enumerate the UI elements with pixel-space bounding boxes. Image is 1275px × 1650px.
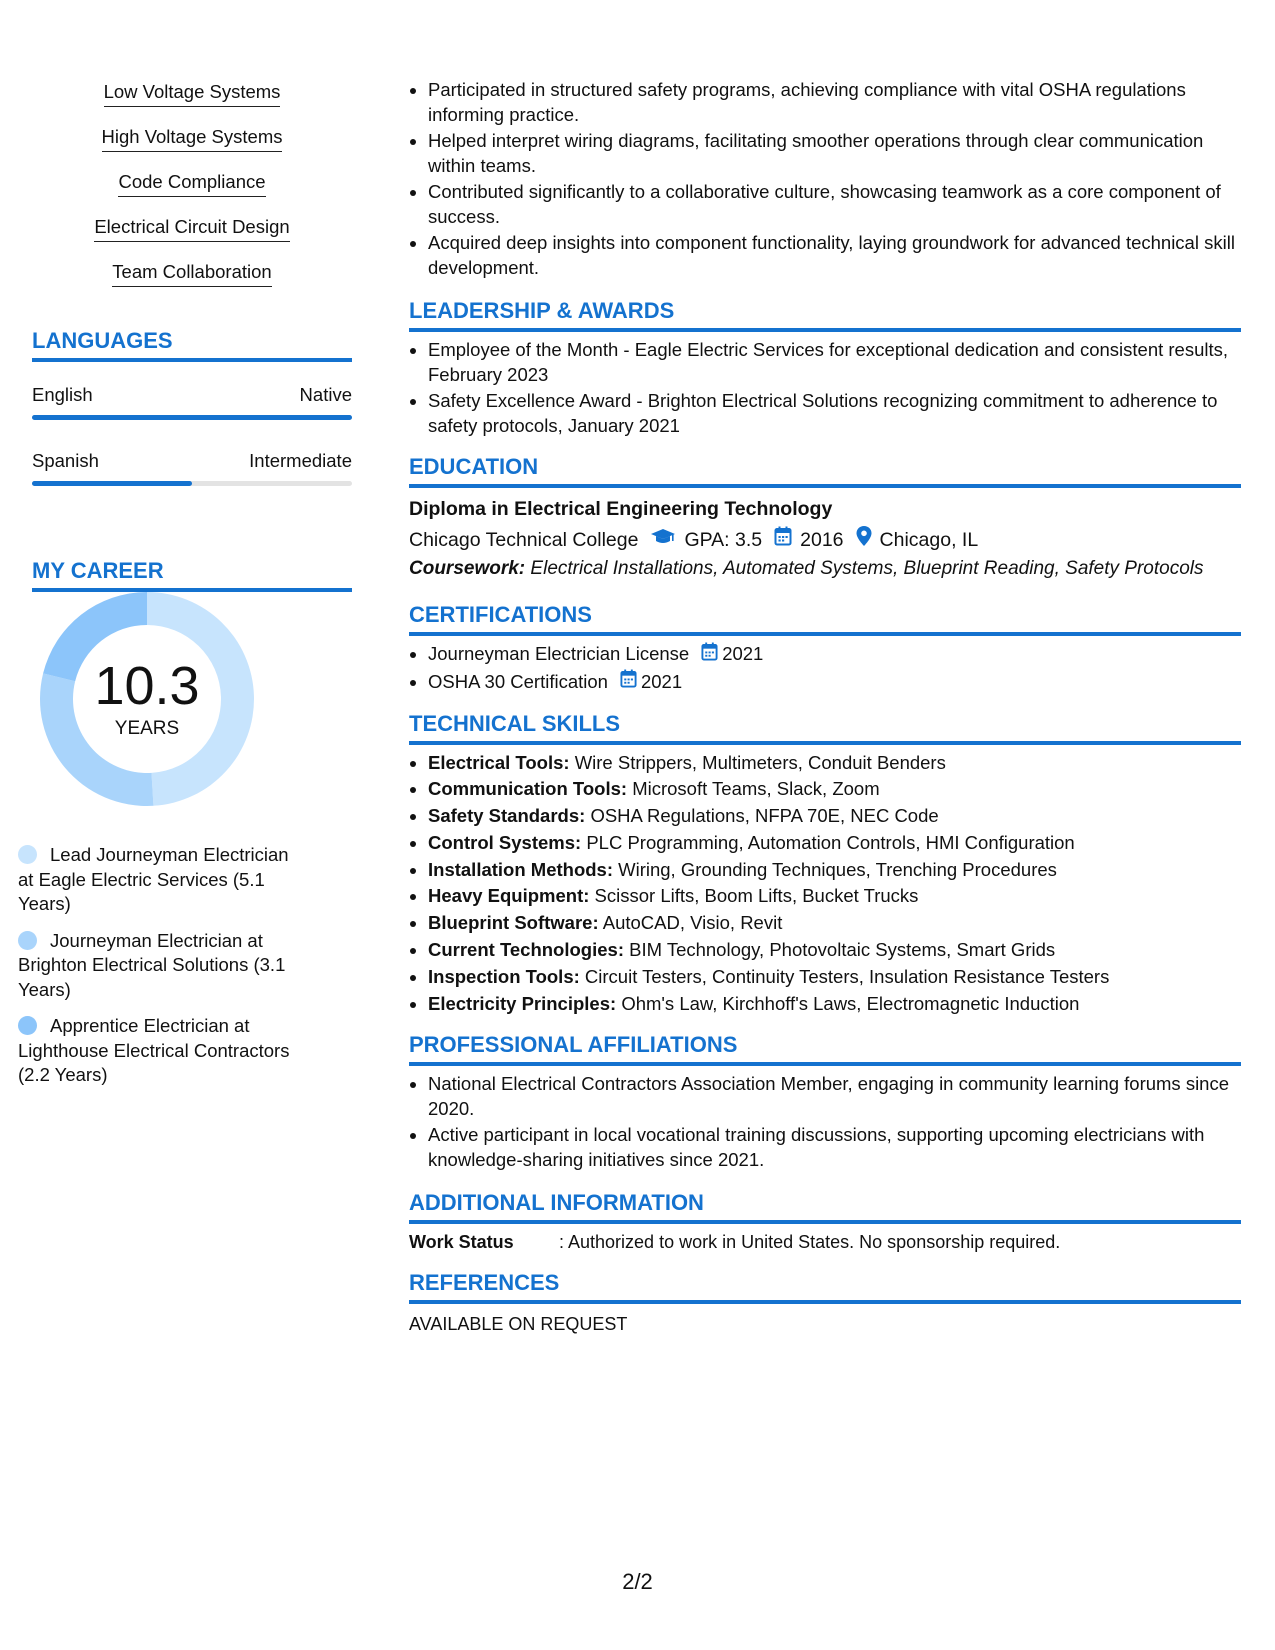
education-gpa: GPA: 3.5 (684, 528, 763, 551)
skill-tag: Team Collaboration (112, 260, 271, 287)
technical-skill-label: Current Technologies: (428, 939, 624, 961)
language-bar (32, 415, 352, 420)
left-column (32, 80, 352, 583)
skill-item (32, 170, 352, 197)
skill-tag: High Voltage Systems (102, 125, 283, 152)
page-number: 2/2 (622, 1569, 653, 1594)
technical-skill-item (428, 992, 1241, 1017)
technical-skill-label: Control Systems: (428, 831, 582, 853)
award-item: • Employee of the Month - Eagle Electric Services for exceptional dedication and consistent results, February 2023 (428, 338, 1241, 387)
technical-skill-value: Circuit Testers, Continuity Testers, Insulation Resistance Testers (584, 965, 1110, 987)
technical-skill-value: Wire Strippers, Multimeters, Conduit Benders (574, 751, 946, 773)
career-heading: MY CAREER (32, 558, 352, 592)
graduation-cap-icon (650, 527, 676, 553)
certification-item (428, 642, 1241, 668)
calendar-icon (620, 669, 637, 695)
references-text: AVAILABLE ON REQUEST (409, 1314, 628, 1335)
work-status-row (409, 1230, 1241, 1254)
technical-skill-value: OSHA Regulations, NFPA 70E, NEC Code (590, 805, 939, 827)
skill-tag: Code Compliance (118, 170, 265, 197)
career-total-unit: YEARS (114, 718, 180, 739)
technical-skill-label: Heavy Equipment: (428, 885, 590, 907)
skill-tag: Low Voltage Systems (104, 80, 281, 107)
certification-year: 2021 (640, 670, 683, 692)
work-status-value: : Authorized to work in United States. No sponsorship required. (559, 1232, 1061, 1253)
career-total-years: 10.3 (94, 656, 200, 716)
career-legend-label: Journeyman Electrician at Brighton Electrical Solutions (3.1 Years) (18, 929, 286, 1000)
certification-item (428, 669, 1241, 695)
technical-skill-item (428, 938, 1241, 963)
work-status-label: Work Status (409, 1232, 514, 1253)
experience-bullet: • Acquired deep insights into component functionality, laying groundwork for advanced technical skill development. (428, 231, 1241, 280)
technical-skill-label: Electrical Tools: (428, 751, 570, 773)
career-legend (18, 843, 308, 1100)
experience-bullets (409, 78, 1241, 280)
right-column (409, 78, 1241, 1336)
career-legend-item (18, 843, 308, 917)
technical-skill-item (428, 751, 1241, 776)
technical-skill-item (428, 965, 1241, 990)
technical-skills-list (409, 751, 1241, 1017)
language-bar-fill (32, 415, 352, 420)
leadership-list (409, 338, 1241, 438)
career-legend-label: Apprentice Electrician at Lighthouse Electrical Contractors (2.2 Years) (18, 1015, 290, 1085)
education-year: 2016 (800, 528, 844, 551)
affiliations-list (409, 1072, 1241, 1172)
certification-year: 2021 (722, 643, 764, 664)
references-heading: REFERENCES (409, 1270, 1241, 1304)
career-donut-chart (34, 586, 260, 812)
technical-skill-label: Installation Methods: (428, 858, 613, 880)
language-bar (32, 481, 352, 486)
languages-heading: LANGUAGES (32, 328, 352, 362)
technical-skill-value: AutoCAD, Visio, Revit (602, 912, 783, 934)
technical-skill-item (428, 858, 1241, 883)
language-row (32, 449, 352, 486)
affiliations-heading: PROFESSIONAL AFFILIATIONS (409, 1032, 1241, 1066)
coursework-text: Electrical Installations, Automated Systems, Blueprint Reading, Safety Protocols (530, 558, 1204, 579)
technical-skill-value: Ohm's Law, Kirchhoff's Laws, Electromagnetic Induction (621, 992, 1080, 1014)
technical-skill-value: BIM Technology, Photovoltaic Systems, Smart Grids (629, 939, 1056, 961)
coursework-label: Coursework: (409, 558, 526, 579)
calendar-icon (701, 642, 718, 668)
skill-item (32, 215, 352, 242)
experience-bullet: • Helped interpret wiring diagrams, facilitating smoother operations through clear communication within teams. (428, 129, 1241, 178)
legend-dot-icon (18, 931, 37, 950)
technical-skill-value: PLC Programming, Automation Controls, HMI Configuration (586, 831, 1075, 853)
career-legend-item (18, 929, 308, 1003)
school-name: Chicago Technical College (409, 528, 639, 551)
legend-dot-icon (18, 845, 37, 864)
degree-title: Diploma in Electrical Engineering Technology (409, 498, 833, 520)
technical-skill-value: Wiring, Grounding Techniques, Trenching Procedures (618, 858, 1057, 880)
technical-skill-value: Scissor Lifts, Boom Lifts, Bucket Trucks (594, 885, 919, 907)
experience-bullet: • Participated in structured safety programs, achieving compliance with vital OSHA regulations informing practice. (428, 78, 1241, 127)
education-heading: EDUCATION (409, 454, 1241, 488)
skill-item (32, 260, 352, 287)
leadership-heading: LEADERSHIP & AWARDS (409, 298, 1241, 332)
technical-skill-label: Communication Tools: (428, 778, 628, 800)
donut-center (34, 586, 260, 812)
calendar-icon (774, 526, 792, 553)
technical-skill-item (428, 884, 1241, 909)
experience-bullet: • Contributed significantly to a collaborative culture, showcasing teamwork as a core component of success. (428, 180, 1241, 229)
education-entry (409, 496, 1241, 582)
technical-skill-item (428, 804, 1241, 829)
language-level: Native (299, 384, 352, 405)
education-details (409, 526, 1241, 553)
language-row (32, 383, 352, 420)
education-location: Chicago, IL (879, 528, 979, 551)
additional-info-heading: ADDITIONAL INFORMATION (409, 1190, 1241, 1224)
language-bar-fill (32, 481, 192, 486)
location-pin-icon (856, 526, 872, 553)
skill-tag: Electrical Circuit Design (94, 215, 289, 242)
technical-skill-item (428, 831, 1241, 856)
affiliation-item: • Active participant in local vocational training discussions, supporting upcoming electricians with knowledge-sharing initiatives since 2021. (428, 1123, 1241, 1172)
skill-item (32, 125, 352, 152)
technical-skill-label: Inspection Tools: (428, 965, 580, 987)
technical-skill-value: Microsoft Teams, Slack, Zoom (632, 778, 880, 800)
legend-dot-icon (18, 1016, 37, 1035)
language-level: Intermediate (249, 450, 352, 471)
certification-name: • OSHA 30 Certification (428, 670, 608, 692)
award-item: • Safety Excellence Award - Brighton Electrical Solutions recognizing commitment to adherence to safety protocols, January 2021 (428, 389, 1241, 438)
coursework (409, 557, 1241, 582)
certifications-heading: CERTIFICATIONS (409, 602, 1241, 636)
technical-skill-item (428, 911, 1241, 936)
affiliation-item: • National Electrical Contractors Association Member, engaging in community learning forums since 2020. (428, 1072, 1241, 1121)
certifications-list (409, 642, 1241, 695)
technical-skills-heading: TECHNICAL SKILLS (409, 711, 1241, 745)
career-legend-label: Lead Journeyman Electrician at Eagle Electric Services (5.1 Years) (18, 844, 289, 914)
certification-name: • Journeyman Electrician License (428, 643, 690, 664)
skills-list (32, 80, 352, 287)
technical-skill-label: Blueprint Software: (428, 912, 599, 934)
career-legend-item (18, 1014, 308, 1088)
technical-skill-item (428, 777, 1241, 802)
technical-skill-label: Safety Standards: (428, 805, 586, 827)
technical-skill-label: Electricity Principles: (428, 992, 617, 1014)
language-name: Spanish (32, 450, 99, 471)
language-name: English (32, 384, 93, 405)
skill-item (32, 80, 352, 107)
